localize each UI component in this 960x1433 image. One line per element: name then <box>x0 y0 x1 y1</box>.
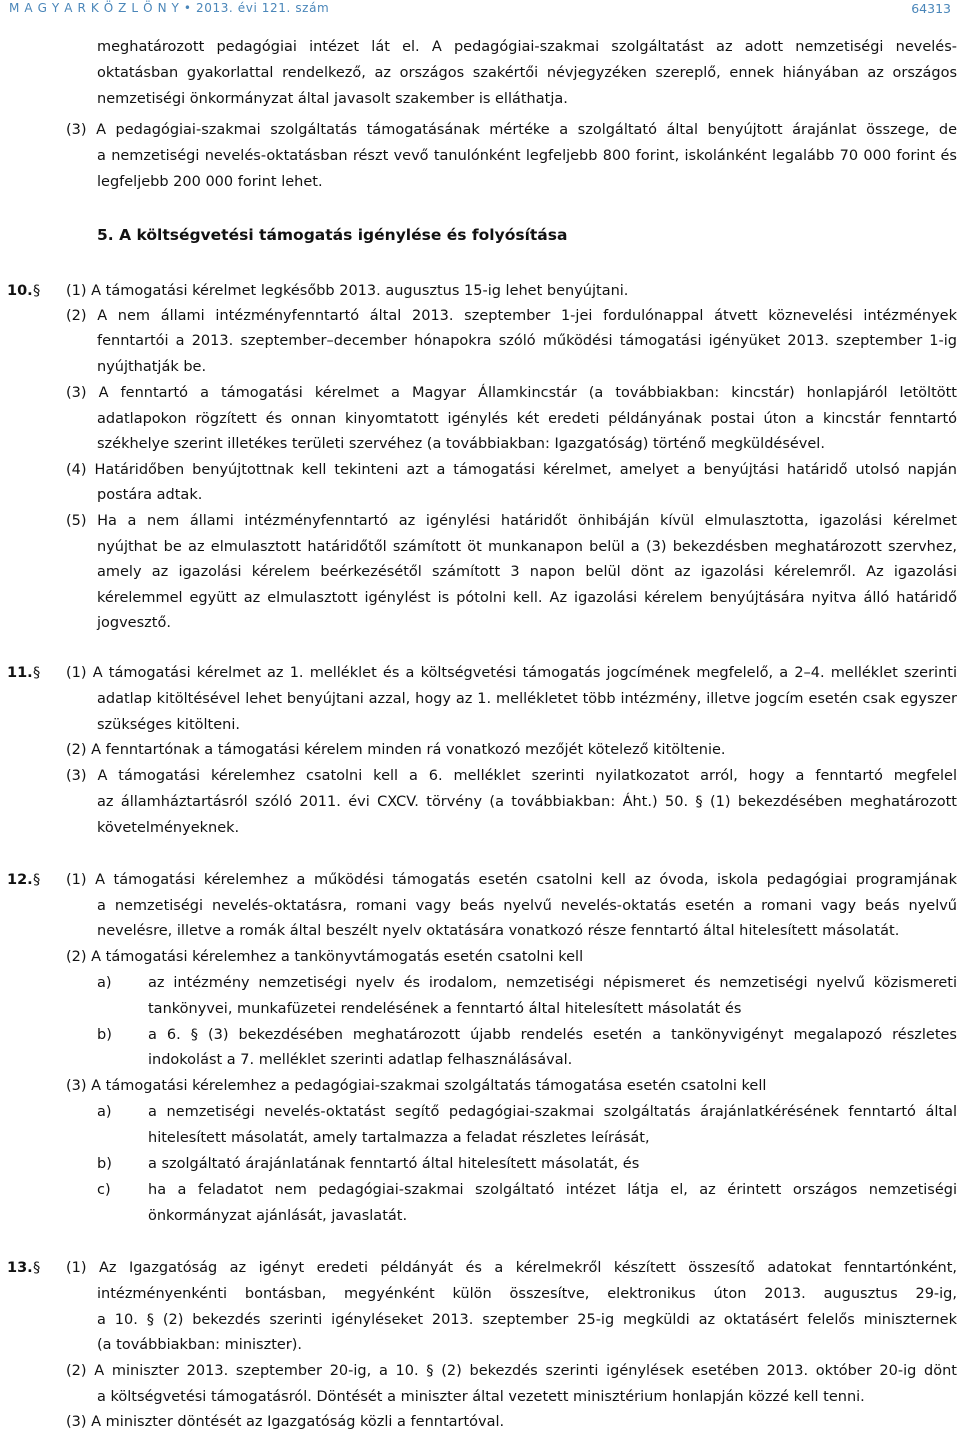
text-line: székhelye szerint illetékes területi szervéhez (a továbbiakban: Igazgatóság) történő megküldésével. <box>97 436 825 452</box>
text-line: fenntartói a 2013. szeptember–december hónapokra szóló működési támogatási igényüket 2013. szeptember 1-ig <box>97 333 957 349</box>
list-marker: a) <box>97 1104 112 1120</box>
text-line: meghatározott pedagógiai intézet lát el. A pedagógiai-szakmai szolgáltatást az adott nemzetiségi nevelés- <box>97 39 957 55</box>
text-line: a költségvetési támogatásról. Döntését a miniszter által vezetett minisztérium honlapján közzé kell tenni. <box>97 1389 865 1405</box>
text-line: postára adtak. <box>97 487 203 503</box>
section-number: 10. <box>7 283 33 299</box>
chapter-heading: 5. A költségvetési támogatás igénylése és folyósítása <box>97 226 568 244</box>
text-line: a nemzetiségi nevelés-oktatásra, romani vagy beás nyelvű nevelés-oktatás esetén a romani vagy beás nyelvű <box>97 898 957 914</box>
text-line: (1) A támogatási kérelmet legkésőbb 2013. augusztus 15-ig lehet benyújtani. <box>66 283 629 299</box>
text-line: (2) A támogatási kérelemhez a tankönyvtámogatás esetén csatolni kell <box>66 949 584 965</box>
section-number: 11. <box>7 665 33 681</box>
text-line: nyújthatják be. <box>97 359 207 375</box>
text-line: a szolgáltató árajánlatának fenntartó által hitelesített másolatát, és <box>148 1156 640 1172</box>
text-line: nemzetiségi önkormányzat által javasolt szakember is elláthatja. <box>97 91 568 107</box>
text-line: (2) A miniszter 2013. szeptember 20-ig, a 10. § (2) bekezdés szerinti igénylések esetében 2013. október 20-ig dönt <box>66 1363 957 1379</box>
text-line: tankönyvei, munkafüzetei rendelésének a fenntartó által hitelesített másolatát és <box>148 1001 742 1017</box>
text-line: a 10. § (2) bekezdés szerinti igényléseket 2013. szeptember 25-ig megküldi az oktatásért felelős miniszternek <box>97 1312 957 1328</box>
section-number: 12. <box>7 872 33 888</box>
page-number: 64313 <box>911 1 951 16</box>
text-line: ha a feladatot nem pedagógiai-szakmai szolgáltató intézet látja el, az érintett országos nemzetiségi <box>148 1182 957 1198</box>
text-line: adatlap kitöltésével lehet benyújtani azzal, hogy az 1. mellékletet több intézmény, illetve jogcím esetén csak egyszer <box>97 691 957 707</box>
journal-title: M A G Y A R K Ö Z L Ö N Y • 2013. évi 121. szám <box>9 1 330 15</box>
section-sign: § <box>33 1260 41 1276</box>
text-line: a 6. § (3) bekezdésében meghatározott újabb rendelés esetén a tankönyvigényt megalapozó részletes <box>148 1027 957 1043</box>
section-sign: § <box>33 665 41 681</box>
text-line: nevelésre, illetve a romák által beszélt nyelv oktatására vonatkozó része fenntartó által hitelesített másolatát. <box>97 923 900 939</box>
text-line: (2) A nem állami intézményfenntartó által 2013. szeptember 1-jei fordulónappal átvett köznevelési intézmények <box>66 308 957 324</box>
section-number: 13. <box>7 1260 33 1276</box>
text-line: szükséges kitölteni. <box>97 717 240 733</box>
text-line: (1) A támogatási kérelemhez a működési támogatás esetén csatolni kell az óvoda, iskola pedagógiai programjának <box>66 872 957 888</box>
text-line: (1) A támogatási kérelmet az 1. melléklet és a költségvetési támogatás jogcímének megfelelő, a 2–4. melléklet szerinti <box>66 665 957 681</box>
text-line: adatlapokon rögzített és onnan kinyomtatott igénylés két eredeti példányának postai úton a kincstár fenntartó <box>97 411 957 427</box>
page-header <box>0 0 960 16</box>
text-line: nyújthat be az elmulasztott határidőtől számított öt munkanapon belül a (3) bekezdésben meghatározott szervhez, <box>97 539 957 555</box>
text-line: az intézmény nemzetiségi nyelv és irodalom, nemzetiségi népismeret és nemzetiségi nyelvű közismereti <box>148 975 957 991</box>
text-line: hitelesített másolatát, amely tartalmazza a feladat részletes leírását, <box>148 1130 650 1146</box>
text-line: (4) Határidőben benyújtottnak kell tekinteni azt a támogatási kérelmet, amelyet a benyújtási határidő utolsó napján <box>66 462 957 478</box>
text-line: oktatásban gyakorlattal rendelkező, az országos szakértői névjegyzéken szereplő, ennek hiányában az országos <box>97 65 957 81</box>
text-line: legfeljebb 200 000 forint lehet. <box>97 174 323 190</box>
section-sign: § <box>33 283 41 299</box>
text-line: (3) A pedagógiai-szakmai szolgáltatás támogatásának mértéke a szolgáltató által benyújtott árajánlat összege, de <box>66 122 957 138</box>
text-line: (3) A fenntartó a támogatási kérelmet a Magyar Államkincstár (a továbbiakban: kincstár) honlapjáról letöltött <box>66 385 957 401</box>
text-line: az államháztartásról szóló 2011. évi CXCV. törvény (a továbbiakban: Áht.) 50. § (1) bekezdésében meghatározott <box>97 794 957 810</box>
text-line: (5) Ha a nem állami intézményfenntartó az igénylési határidőt önhibáján kívül elmulasztotta, igazolási kérelmet <box>66 513 957 529</box>
list-marker: c) <box>97 1182 111 1198</box>
text-line: (a továbbiakban: miniszter). <box>97 1337 303 1353</box>
section-sign: § <box>33 872 41 888</box>
text-line: intézményenkénti bontásban, megyénként külön összesítve, elektronikus úton 2013. augusztus 29-ig, <box>97 1286 957 1302</box>
text-line: indokolást a 7. melléklet szerinti adatlap felhasználásával. <box>148 1052 573 1068</box>
text-line: a nemzetiségi nevelés-oktatásban részt vevő tanulónként legfeljebb 800 forint, iskolánként legalább 70 000 forint és <box>97 148 957 164</box>
list-marker: a) <box>97 975 112 991</box>
text-line: önkormányzat ajánlását, javaslatát. <box>148 1208 408 1224</box>
text-line: (2) A fenntartónak a támogatási kérelem minden rá vonatkozó mezőjét kötelező kitöltenie. <box>66 742 726 758</box>
list-marker: b) <box>97 1027 112 1043</box>
text-line: (3) A miniszter döntését az Igazgatóság közli a fenntartóval. <box>66 1414 505 1430</box>
text-line: (3) A támogatási kérelemhez csatolni kell a 6. melléklet szerinti nyilatkozatot arról, hogy a fenntartó megfelel <box>66 768 957 784</box>
text-line: a nemzetiségi nevelés-oktatást segítő pedagógiai-szakmai szolgáltatás árajánlatkérésének fenntartó által <box>148 1104 957 1120</box>
text-line: amely az igazolási kérelem beérkezésétől számított 3 napon belül dönt az igazolási kérelemről. Az igazolási <box>97 564 957 580</box>
list-marker: b) <box>97 1156 112 1172</box>
text-line: (1) Az Igazgatóság az igényt eredeti példányát és a kérelmekről készített összesítő adatokat fenntartónként, <box>66 1260 957 1276</box>
text-line: (3) A támogatási kérelemhez a pedagógiai-szakmai szolgáltatás támogatása esetén csatolni kell <box>66 1078 767 1094</box>
text-line: követelményeknek. <box>97 820 240 836</box>
text-line: kérelemmel együtt az elmulasztott igénylést is pótolni kell. Az igazolási kérelem benyújtására nyitva álló határidő <box>97 590 957 606</box>
text-line: jogvesztő. <box>97 615 171 631</box>
